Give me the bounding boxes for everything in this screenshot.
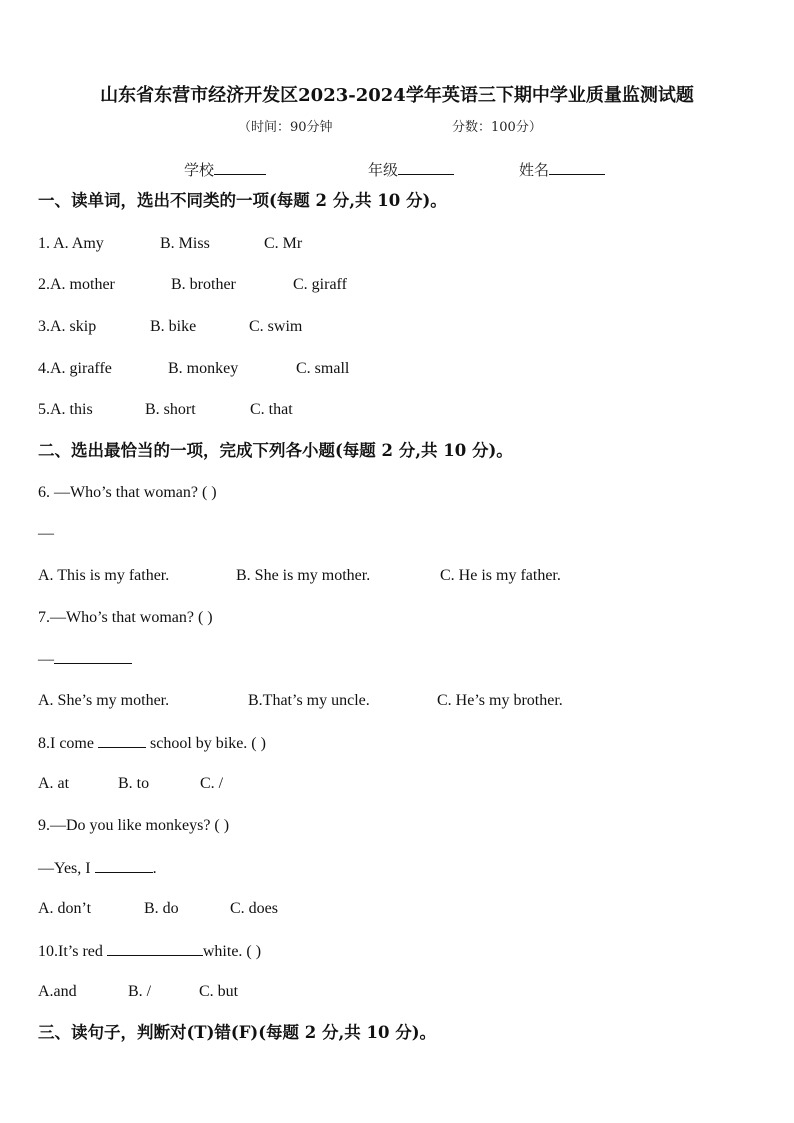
grade-label: 年级	[368, 161, 399, 179]
q9-option-b[interactable]: B. do	[144, 900, 179, 917]
question-3	[38, 317, 96, 337]
name-blank[interactable]	[549, 160, 605, 175]
q7-reply	[38, 649, 132, 670]
q10-option-a[interactable]: A.and	[38, 983, 77, 1000]
q10-stem-after: white. ( )	[202, 943, 262, 960]
q8-stem	[38, 733, 266, 754]
q7-option-c[interactable]: C. He’s my brother.	[437, 692, 563, 709]
question-4	[38, 359, 112, 379]
grade-field[interactable]	[368, 160, 454, 180]
q4-option-c[interactable]: C. small	[296, 360, 350, 377]
q6-stem: 6. —Who’s that woman? ( )	[38, 484, 217, 501]
school-blank[interactable]	[214, 160, 266, 175]
q7-option-a[interactable]: A. She’s my mother.	[38, 692, 170, 709]
q2-number: 2.	[38, 276, 50, 293]
q9-blank[interactable]	[95, 858, 153, 873]
q1-option-c[interactable]: C. Mr	[264, 235, 303, 252]
q6-option-c[interactable]: C. He is my father.	[440, 567, 561, 584]
q8-option-c[interactable]: C. /	[200, 775, 224, 792]
q9-reply-before: —Yes, I	[38, 860, 95, 877]
q8-option-a[interactable]: A. at	[38, 775, 70, 792]
name-label: 姓名	[519, 161, 550, 179]
q5-option-c[interactable]: C. that	[250, 401, 293, 418]
q10-option-c[interactable]: C. but	[199, 983, 239, 1000]
q1-option-a[interactable]: A. Amy	[53, 235, 104, 252]
q10-stem-before: 10.It’s red	[38, 943, 107, 960]
q10-blank[interactable]	[107, 941, 203, 956]
q3-option-b[interactable]: B. bike	[150, 318, 197, 335]
name-field[interactable]	[519, 160, 605, 180]
q8-option-b[interactable]: B. to	[118, 775, 150, 792]
q2-option-b[interactable]: B. brother	[171, 276, 236, 293]
q8-stem-after: school by bike. ( )	[145, 735, 266, 752]
section1-header: 一、读单词，选出不同类的一项(每题 2 分,共 10 分)。	[38, 191, 447, 210]
q10-stem	[38, 941, 261, 962]
score-label: 分数：100分）	[452, 120, 542, 135]
q8-blank[interactable]	[98, 733, 146, 748]
q6-reply: —	[38, 525, 54, 542]
q5-option-b[interactable]: B. short	[145, 401, 196, 418]
q3-number: 3.	[38, 318, 50, 335]
q3-option-c[interactable]: C. swim	[249, 318, 303, 335]
q9-reply-after: .	[152, 860, 157, 877]
school-field[interactable]	[184, 160, 266, 180]
q9-option-c[interactable]: C. does	[230, 900, 278, 917]
question-2	[38, 275, 115, 295]
q9-reply	[38, 858, 157, 879]
q9-option-a[interactable]: A. don’t	[38, 900, 92, 917]
question-5	[38, 400, 93, 420]
q2-option-c[interactable]: C. giraff	[293, 276, 347, 293]
grade-blank[interactable]	[398, 160, 454, 175]
section2-header: 二、选出最恰当的一项，完成下列各小题(每题 2 分,共 10 分)。	[38, 441, 513, 460]
q6-option-a[interactable]: A. This is my father.	[38, 567, 170, 584]
q6-option-b[interactable]: B. She is my mother.	[236, 567, 371, 584]
page-title: 山东省东营市经济开发区2023-2024学年英语三下期中学业质量监测试题	[100, 85, 694, 106]
section3-header: 三、读句子，判断对(T)错(F)(每题 2 分,共 10 分)。	[38, 1023, 436, 1042]
q2-option-a[interactable]: A. mother	[50, 276, 115, 293]
q8-stem-before: 8.I come	[38, 735, 98, 752]
school-label: 学校	[184, 161, 215, 179]
q7-dash: —	[38, 651, 54, 668]
q7-option-b[interactable]: B.That’s my uncle.	[248, 692, 370, 709]
q1-option-b[interactable]: B. Miss	[160, 235, 210, 252]
time-label: （时间：90分钟	[238, 120, 333, 135]
q9-stem: 9.—Do you like monkeys? ( )	[38, 817, 230, 834]
q3-option-a[interactable]: A. skip	[50, 318, 97, 335]
q1-number: 1.	[38, 235, 54, 252]
q4-number: 4.	[38, 360, 50, 377]
q5-option-a[interactable]: A. this	[50, 401, 93, 418]
q7-stem: 7.—Who’s that woman? ( )	[38, 609, 213, 626]
q10-option-b[interactable]: B. /	[128, 983, 152, 1000]
q7-answer-blank[interactable]	[54, 649, 132, 664]
q4-option-b[interactable]: B. monkey	[168, 360, 239, 377]
q5-number: 5.	[38, 401, 50, 418]
question-1	[38, 234, 104, 254]
q4-option-a[interactable]: A. giraffe	[50, 360, 112, 377]
